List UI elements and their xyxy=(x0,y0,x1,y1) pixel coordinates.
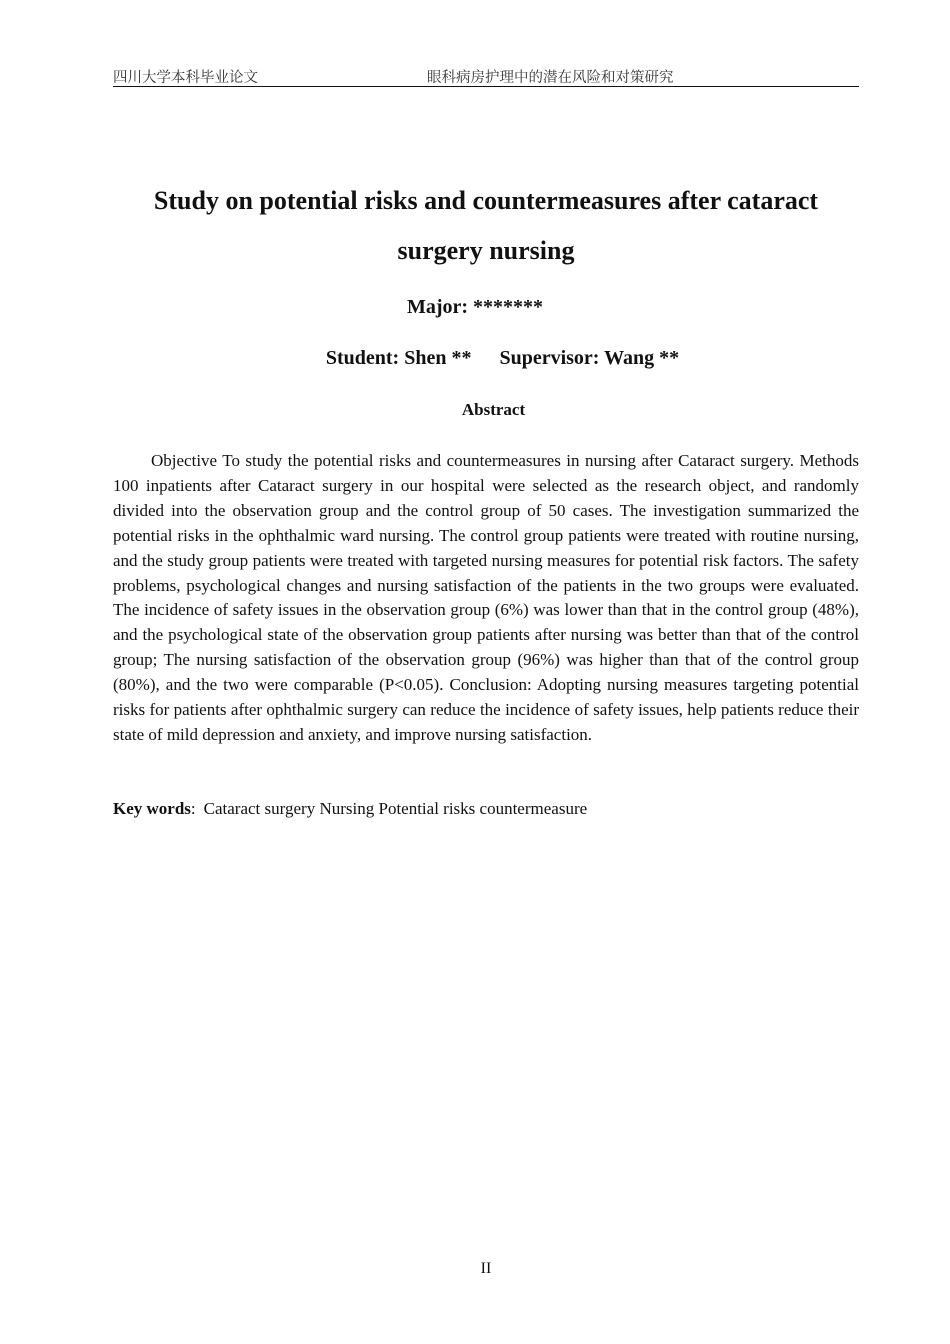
major-line: Major: ******* xyxy=(406,296,544,318)
abstract-heading: Abstract xyxy=(461,400,526,419)
abstract-body: Objective To study the potential risks and countermeasures in nursing after Cataract surgery. Methods 100 inpatients after Cataract surgery in our hospital were selected as the research object, and randomly divided into the observation group and the control group of 50 cases. The investigation summarized the potential risks in the ophthalmic ward nursing. The control group patients were treated with routine nursing, and the study group patients were treated with targeted nursing measures for potential risk factors. The safety problems, psychological changes and nursing satisfaction of the patients in the two groups were evaluated. The incidence of safety issues in the observation group (6%) was lower than that in the control group (48%), and the psychological state of the observation group patients after nursing was better than that of the control group; The nursing satisfaction of the observation group (96%) was higher than that of the control group (80%), and the two were comparable (P<0.05). Conclusion: Adopting nursing measures targeting potential risks for patients after ophthalmic surgery can reduce the incidence of safety issues, help patients reduce their state of mild depression and anxiety, and improve nursing satisfaction. xyxy=(113,451,859,744)
keywords-line xyxy=(113,797,859,821)
author-line xyxy=(0,347,950,370)
running-header xyxy=(113,66,859,87)
supervisor-name: Supervisor: Wang ** xyxy=(499,347,680,369)
student-name: Student: Shen ** xyxy=(325,347,472,369)
keywords-label: Key words xyxy=(113,799,191,818)
keywords-text: Cataract surgery Nursing Potential risks countermeasure xyxy=(203,799,588,818)
keywords-separator: : xyxy=(190,799,196,818)
header-thesis-title: 眼科病房护理中的潜在风险和对策研究 xyxy=(427,70,674,86)
page-number: II xyxy=(480,1260,492,1277)
header-university: 四川大学本科毕业论文 xyxy=(113,70,258,86)
paper-title: Study on potential risks and countermeasures after cataract surgery nursing xyxy=(153,186,819,265)
